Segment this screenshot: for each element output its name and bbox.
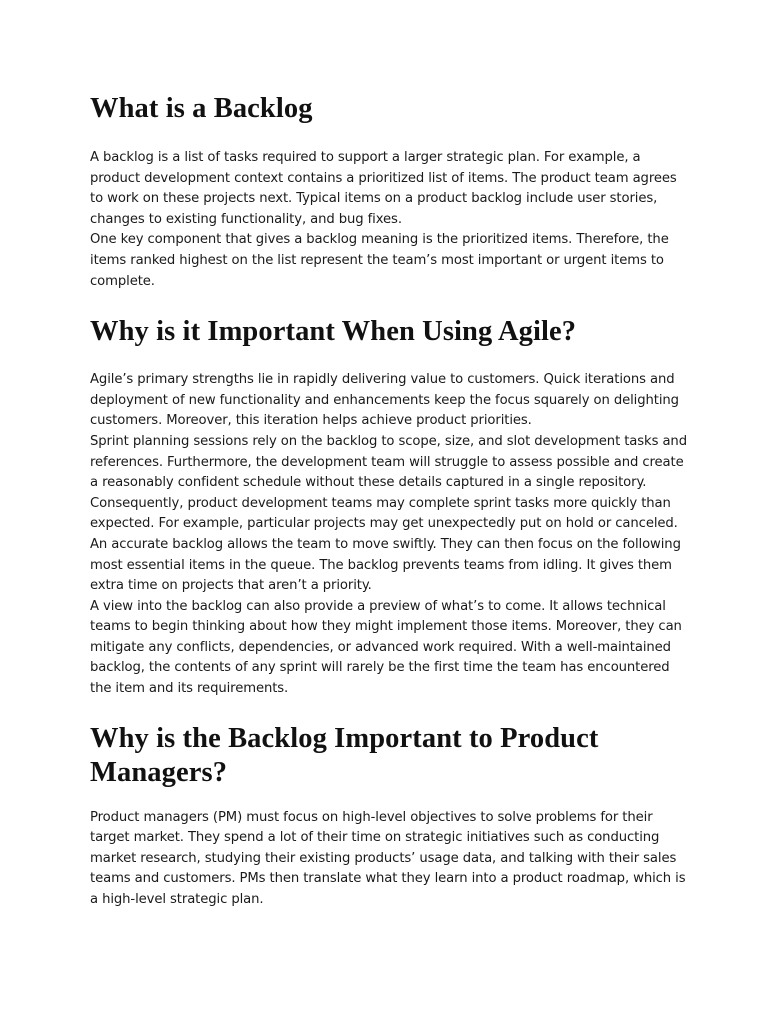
heading-important-agile: Why is it Important When Using Agile? <box>90 316 577 348</box>
paragraph: Agile’s primary strengths lie in rapidly delivering value to customers. Quick iterations and deployment of new functionality and enhancements keep the focus squarely on delighting customers. Moreover, this iteration helps achieve product priorities. <box>90 372 679 429</box>
paragraph: A backlog is a list of tasks required to support a larger strategic plan. For example, a product development context contains a prioritized list of items. The product team agrees to work on these projects next. Typical items on a product backlog include user stories, changes to existing functionality, and bug fixes. <box>90 150 677 227</box>
paragraph: Consequently, product development teams may complete sprint tasks more quickly than expected. For example, particular projects may get unexpectedly put on hold or canceled. An accurate backlog allows the team to move swiftly. They can then focus on the following most essential items in the queue. The backlog prevents teams from idling. It gives them extra time on projects that aren’t a priority. <box>90 495 681 594</box>
section-what-is-backlog <box>90 92 688 292</box>
heading-what-is-backlog: What is a Backlog <box>90 93 313 124</box>
paragraph: One key component that gives a backlog meaning is the prioritized items. Therefore, the items ranked highest on the list represent the team’s most important or urgent items to complete. <box>90 232 669 289</box>
paragraph: Product managers (PM) must focus on high-level objectives to solve problems for their target market. They spend a lot of their time on strategic initiatives such as conducting market research, studying their existing products’ usage data, and talking with their sales teams and customers. PMs then translate what they learn into a product roadmap, which is a high-level strategic plan. <box>90 809 686 908</box>
section-important-pm <box>90 722 688 911</box>
paragraph: Sprint planning sessions rely on the backlog to scope, size, and slot development tasks and references. Furthermore, the development team will struggle to assess possible and create a reasonably confident schedule without these details captured in a single repository. <box>90 433 687 491</box>
heading-important-pm: Why is the Backlog Important to Product Managers? <box>90 722 599 788</box>
paragraph: A view into the backlog can also provide a preview of what’s to come. It allows technical teams to begin thinking about how they might implement those items. Moreover, they can mitigate any conflicts, dependencies, or advanced work required. With a well-maintained backlog, the contents of any sprint will rarely be the first time the team has encountered the item and its requirements. <box>90 598 682 697</box>
section-important-agile <box>90 315 688 700</box>
document-page <box>90 92 688 911</box>
